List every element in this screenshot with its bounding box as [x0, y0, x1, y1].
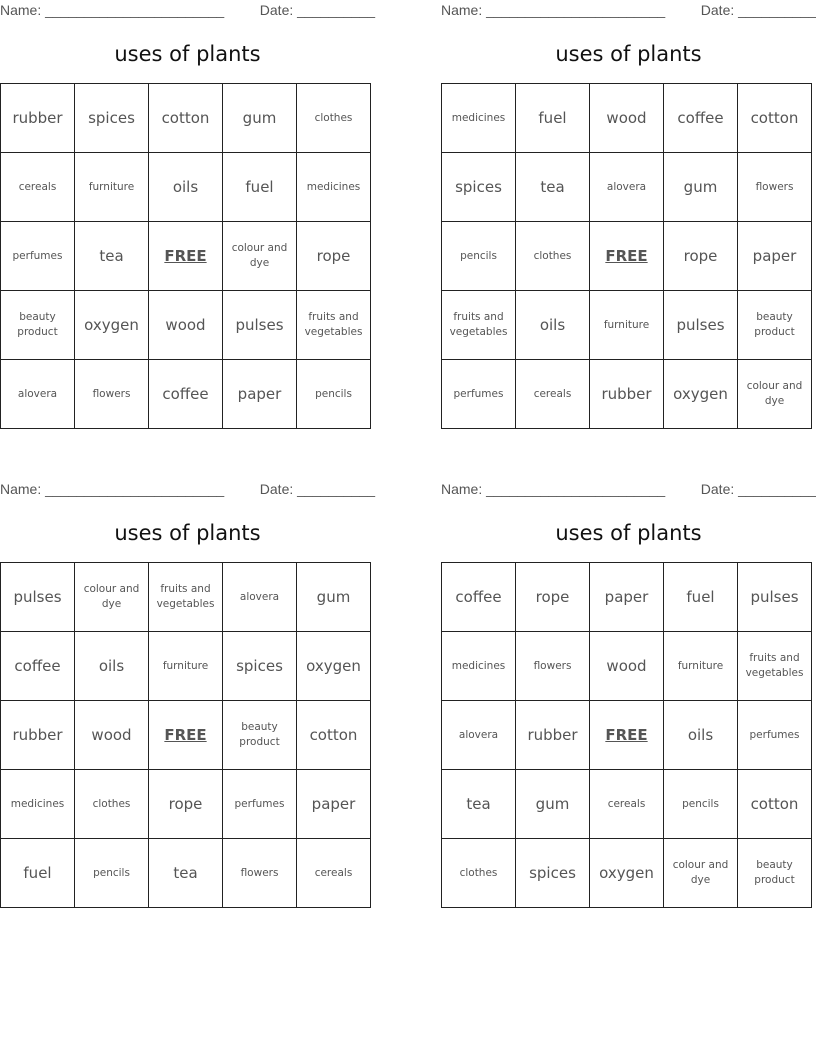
bingo-cell: rope — [664, 222, 738, 291]
bingo-cell: rubber — [1, 84, 75, 153]
grid-row — [1, 222, 371, 291]
bingo-card — [441, 479, 816, 886]
bingo-cell: tea — [149, 839, 223, 908]
bingo-cell: coffee — [442, 563, 516, 632]
card-title: uses of plants — [555, 42, 702, 66]
bingo-cell: oxygen — [664, 360, 738, 429]
name-date-row — [0, 0, 375, 22]
bingo-cell: pencils — [442, 222, 516, 291]
bingo-cell: wood — [590, 84, 664, 153]
grid-row — [442, 701, 812, 770]
bingo-card — [0, 0, 375, 403]
bingo-cell: fruits and vegetables — [738, 632, 812, 701]
bingo-cell: fuel — [664, 563, 738, 632]
bingo-cell: clothes — [442, 839, 516, 908]
bingo-cell: medicines — [442, 632, 516, 701]
bingo-cell: oils — [664, 701, 738, 770]
bingo-cell: fuel — [1, 839, 75, 908]
name-date-row — [0, 479, 375, 501]
bingo-cell: wood — [149, 291, 223, 360]
bingo-cell: oils — [149, 153, 223, 222]
bingo-cell: cotton — [297, 701, 371, 770]
bingo-cell: spices — [223, 632, 297, 701]
name-date-row — [441, 0, 816, 22]
bingo-cell: alovera — [1, 360, 75, 429]
bingo-cell: pulses — [1, 563, 75, 632]
grid-row — [442, 153, 812, 222]
grid-row — [1, 839, 371, 908]
date-line: Date: __________ — [700, 481, 816, 497]
bingo-cell: rubber — [516, 701, 590, 770]
bingo-cell: pulses — [664, 291, 738, 360]
bingo-cell: oxygen — [590, 839, 664, 908]
bingo-cell: flowers — [738, 153, 812, 222]
bingo-cell: fruits and vegetables — [149, 563, 223, 632]
grid-row — [442, 360, 812, 429]
bingo-cell: fuel — [516, 84, 590, 153]
grid-row — [1, 153, 371, 222]
bingo-cell: spices — [516, 839, 590, 908]
bingo-cell: medicines — [297, 153, 371, 222]
name-date-row — [441, 479, 816, 501]
bingo-cell: perfumes — [1, 222, 75, 291]
bingo-cell: cereals — [297, 839, 371, 908]
bingo-cell: rope — [149, 770, 223, 839]
bingo-cell: cotton — [738, 770, 812, 839]
bingo-cell: alovera — [442, 701, 516, 770]
grid-row — [1, 291, 371, 360]
bingo-cell: alovera — [223, 563, 297, 632]
bingo-cell: cotton — [149, 84, 223, 153]
grid-row — [1, 563, 371, 632]
bingo-cell: rubber — [1, 701, 75, 770]
grid-row — [442, 839, 812, 908]
grid-row — [1, 84, 371, 153]
bingo-grid — [0, 83, 371, 429]
grid-row — [1, 360, 371, 429]
bingo-cell: perfumes — [738, 701, 812, 770]
bingo-cell: fruits and vegetables — [297, 291, 371, 360]
bingo-cell: pulses — [738, 563, 812, 632]
bingo-cell: gum — [223, 84, 297, 153]
grid-row — [442, 770, 812, 839]
free-space: FREE — [590, 222, 664, 291]
grid-row — [442, 563, 812, 632]
bingo-cell: rope — [297, 222, 371, 291]
bingo-cell: paper — [223, 360, 297, 429]
bingo-cell: colour and dye — [75, 563, 149, 632]
bingo-cell: beauty product — [738, 291, 812, 360]
date-line: Date: __________ — [259, 2, 375, 18]
bingo-cell: flowers — [75, 360, 149, 429]
bingo-cell: colour and dye — [664, 839, 738, 908]
bingo-cell: coffee — [664, 84, 738, 153]
free-space: FREE — [590, 701, 664, 770]
bingo-cell: furniture — [664, 632, 738, 701]
bingo-cell: gum — [664, 153, 738, 222]
bingo-cell: colour and dye — [738, 360, 812, 429]
bingo-cell: flowers — [516, 632, 590, 701]
bingo-cell: tea — [516, 153, 590, 222]
bingo-cell: furniture — [149, 632, 223, 701]
card-title: uses of plants — [114, 42, 261, 66]
bingo-cell: beauty product — [738, 839, 812, 908]
bingo-cell: clothes — [75, 770, 149, 839]
bingo-cell: paper — [590, 563, 664, 632]
date-line: Date: __________ — [259, 481, 375, 497]
bingo-cell: rope — [516, 563, 590, 632]
bingo-cell: cereals — [516, 360, 590, 429]
grid-row — [442, 632, 812, 701]
date-line: Date: __________ — [700, 2, 816, 18]
bingo-card — [441, 0, 816, 407]
bingo-cell: paper — [738, 222, 812, 291]
bingo-cell: colour and dye — [223, 222, 297, 291]
bingo-cell: pencils — [297, 360, 371, 429]
bingo-cell: beauty product — [1, 291, 75, 360]
bingo-grid — [441, 562, 812, 908]
grid-row — [1, 632, 371, 701]
bingo-cell: perfumes — [223, 770, 297, 839]
bingo-card — [0, 479, 375, 882]
bingo-cell: furniture — [75, 153, 149, 222]
bingo-cell: oils — [516, 291, 590, 360]
bingo-cell: flowers — [223, 839, 297, 908]
bingo-cell: spices — [75, 84, 149, 153]
grid-row — [442, 222, 812, 291]
grid-row — [1, 701, 371, 770]
bingo-cell: medicines — [1, 770, 75, 839]
bingo-cell: clothes — [297, 84, 371, 153]
bingo-cell: cereals — [590, 770, 664, 839]
bingo-cell: oxygen — [75, 291, 149, 360]
bingo-cell: cereals — [1, 153, 75, 222]
bingo-cell: gum — [516, 770, 590, 839]
bingo-cell: fuel — [223, 153, 297, 222]
bingo-cell: furniture — [590, 291, 664, 360]
bingo-cell: pencils — [664, 770, 738, 839]
bingo-grid — [441, 83, 812, 429]
bingo-cell: tea — [442, 770, 516, 839]
bingo-cell: pencils — [75, 839, 149, 908]
bingo-cell: paper — [297, 770, 371, 839]
bingo-cell: clothes — [516, 222, 590, 291]
name-line: Name: _______________________ — [441, 481, 666, 497]
grid-row — [442, 291, 812, 360]
bingo-cell: medicines — [442, 84, 516, 153]
bingo-cell: oxygen — [297, 632, 371, 701]
free-space: FREE — [149, 701, 223, 770]
bingo-cell: fruits and vegetables — [442, 291, 516, 360]
bingo-cell: wood — [590, 632, 664, 701]
card-title: uses of plants — [114, 521, 261, 545]
name-line: Name: _______________________ — [0, 2, 225, 18]
bingo-cell: alovera — [590, 153, 664, 222]
bingo-cell: oils — [75, 632, 149, 701]
bingo-cell: perfumes — [442, 360, 516, 429]
card-title: uses of plants — [555, 521, 702, 545]
bingo-cell: coffee — [1, 632, 75, 701]
grid-row — [442, 84, 812, 153]
name-line: Name: _______________________ — [0, 481, 225, 497]
bingo-cell: cotton — [738, 84, 812, 153]
bingo-cell: spices — [442, 153, 516, 222]
bingo-cell: beauty product — [223, 701, 297, 770]
grid-row — [1, 770, 371, 839]
name-line: Name: _______________________ — [441, 2, 666, 18]
bingo-cell: wood — [75, 701, 149, 770]
bingo-cell: pulses — [223, 291, 297, 360]
bingo-cell: tea — [75, 222, 149, 291]
free-space: FREE — [149, 222, 223, 291]
bingo-grid — [0, 562, 371, 908]
bingo-cell: coffee — [149, 360, 223, 429]
bingo-cell: rubber — [590, 360, 664, 429]
bingo-cell: gum — [297, 563, 371, 632]
